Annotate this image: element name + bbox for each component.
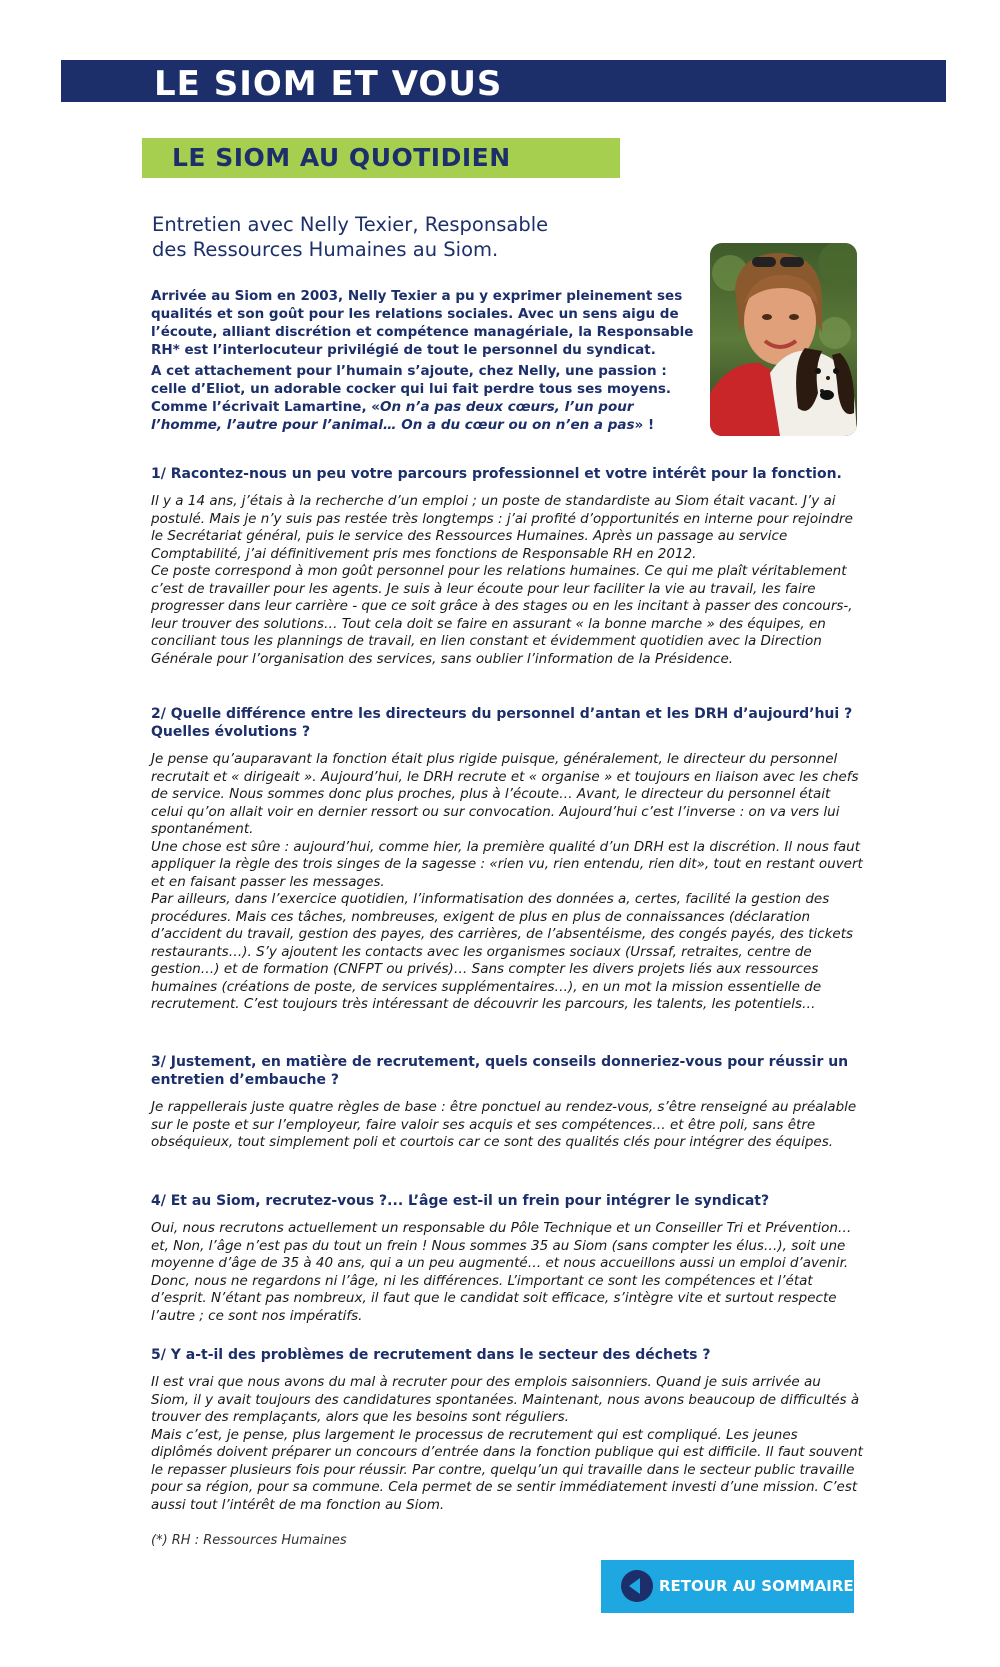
- answer-1: Il y a 14 ans, j’étais à la recherche d’un emploi ; un poste de standardiste au Siom était vacant. J’y ai postulé. Mais je n’y suis pas restée très longtemps : j’ai profité d’opportunités en interne pour rejoindre le Secrétariat général, puis le service des Ressources Humaines. Après un passage au service Comptabilité, j’ai définitivement pris mes fonctions de Responsable RH en 2012. Ce poste correspond à mon goût personnel pour les relations humaines. Ce qui me plaît véritablement c’est de travailler pour les agents. Je suis à leur écoute pour leur faciliter la vie au travail, les faire progresser dans leur carrière - que ce soit grâce à des stages ou en les incitant à passer des concours-, leur trouver des solutions… Tout cela doit se faire en assurant « la bonne marche » des équipes, en conciliant tous les plannings de travail, en lien constant et évidemment quotidien avec la Direction Générale pour l’organisation des services, sans oublier l’information de la Présidence.: [151, 493, 853, 667]
- interview-title: [152, 212, 582, 262]
- question-2: 2/ Quelle différence entre les directeurs du personnel d’antan et les DRH d’aujourd’hui ? Quelles évolutions ?: [151, 706, 853, 740]
- back-to-summary-button[interactable]: [601, 1560, 854, 1613]
- intro-paragraph-1: Arrivée au Siom en 2003, Nelly Texier a pu y exprimer pleinement ses qualités et son goût pour les relations sociales. Avec un sens aigu de l’écoute, alliant discrétion et compétence managériale, la Responsable RH* est l’interlocuteur privilégié de tout le personnel du syndicat.: [151, 288, 694, 358]
- question-5: 5/ Y a-t-il des problèmes de recrutement dans le secteur des déchets ?: [151, 1347, 711, 1363]
- intro-paragraph-2-end: » !: [634, 417, 655, 433]
- section-banner: [142, 138, 620, 178]
- portrait-photo: [710, 243, 857, 436]
- answer-4: Oui, nous recrutons actuellement un responsable du Pôle Technique et un Conseiller Tri et Prévention… et, Non, l’âge n’est pas du tout un frein ! Nous sommes 35 au Siom (sans compter les élus…), soit une moyenne d’âge de 35 à 40 ans, qui a un peu augmenté… et nous accueillons aussi un emploi d’avenir. Donc, nous ne regardons ni l’âge, ni les différences. L’important ce sont les compétences et l’état d’esprit. N’étant pas nombreux, il faut que le candidat soit efficace, s’intègre vite et surtout respecte l’autre ; ce sont nos impératifs.: [151, 1220, 852, 1324]
- qa-block-5: [151, 1346, 863, 1514]
- portrait-with-dog-image: [710, 243, 857, 436]
- interview-title-line-2: des Ressources Humaines au Siom.: [152, 238, 499, 261]
- question-3: 3/ Justement, en matière de recrutement, quels conseils donneriez-vous pour réussir un entretien d’embauche ?: [151, 1054, 849, 1088]
- qa-block-3: [151, 1053, 863, 1152]
- lamartine-quote: On n’a pas deux cœurs, l’un pour l’homme, l’autre pour l’animal… On a du cœur ou on n’en a pas: [151, 399, 635, 433]
- interview-title-line-1: Entretien avec Nelly Texier, Responsable: [152, 213, 549, 236]
- intro-text: [151, 287, 706, 437]
- section-title: LE SIOM AU QUOTIDIEN: [172, 143, 511, 172]
- footnote: (*) RH : Ressources Humaines: [151, 1533, 347, 1548]
- answer-3: Je rappellerais juste quatre règles de base : être ponctuel au rendez-vous, s’être renseigné au préalable sur le poste et sur l’employeur, faire valoir ses acquis et ses compétences… et être poli, sans être obséquieux, tout simplement poli et courtois car ce sont des qualités clés pour intégrer des équipes.: [151, 1099, 857, 1150]
- back-to-summary-label: RETOUR AU SOMMAIRE: [659, 1577, 854, 1595]
- header-title: LE SIOM ET VOUS: [154, 64, 503, 104]
- qa-block-4: [151, 1192, 863, 1325]
- qa-block-2: [151, 705, 863, 1014]
- question-1: 1/ Racontez-nous un peu votre parcours professionnel et votre intérêt pour la fonction.: [151, 466, 842, 482]
- question-4: 4/ Et au Siom, recrutez-vous ?... L’âge est-il un frein pour intégrer le syndicat?: [151, 1193, 770, 1209]
- qa-block-1: [151, 465, 863, 668]
- answer-5: Il est vrai que nous avons du mal à recruter pour des emplois saisonniers. Quand je suis arrivée au Siom, il y avait toujours des candidatures spontanées. Maintenant, nous avons beaucoup de difficultés à trouver des remplaçants, alors que les besoins sont réguliers. Mais c’est, je pense, plus largement le processus de recrutement qui est compliqué. Les jeunes diplômés doivent préparer un concours d’entrée dans la fonction publique qui est difficile. Il faut souvent le repasser plusieurs fois pour réussir. Par contre, quelqu’un qui travaille dans le secteur public travaille pour sa région, pour sa commune. Cela permet de se sentir immédiatement investi d’une mission. C’est aussi tout l’intérêt de ma fonction au Siom.: [151, 1374, 863, 1513]
- arrow-left-circle-icon: [621, 1570, 653, 1602]
- answer-2: Je pense qu’auparavant la fonction était plus rigide puisque, généralement, le directeur du personnel recrutait et « dirigeait ». Aujourd’hui, le DRH recrute et « organise » et toujours en liaison avec les chefs de service. Nous sommes donc plus proches, plus à l’écoute… Avant, le directeur du personnel était celui qu’on allait voir en dernier ressort ou sur convocation. Aujourd’hui c’est l’inverse : on va vers lui spontanément. Une chose est sûre : aujourd’hui, comme hier, la première qualité d’un DRH est la discrétion. Il nous faut appliquer la règle des trois singes de la sagesse : «rien vu, rien entendu, rien dit», tout en restant ouvert et en faisant passer les messages. Par ailleurs, dans l’exercice quotidien, l’informatisation des données a, certes, facilité la gestion des procédures. Mais ces tâches, nombreuses, exigent de plus en plus de connaissances (déclaration d’accident du travail, gestion des payes, des carrières, de l’absentéisme, des congés payés, des tickets restaurants…). S’y ajoutent les contacts avec les organismes sociaux (Urssaf, retraites, centre de gestion…) et de formation (CNFPT ou privés)… Sans compter les divers projets liés aux ressources humaines (créations de poste, de services supplémentaires…), en un mot la mission essentielle de recrutement. C’est toujours très intéressant de découvrir les parcours, les talents, les potentiels…: [151, 751, 863, 1012]
- intro-paragraph-2-start: A cet attachement pour l’humain s’ajoute, chez Nelly, une passion : celle d’Eliot, un adorable cocker qui lui fait perdre tous ses moyens. Comme l’écrivait Lamartine, «: [151, 363, 672, 415]
- header-banner: [61, 60, 946, 102]
- intro-paragraph-2: [151, 362, 706, 434]
